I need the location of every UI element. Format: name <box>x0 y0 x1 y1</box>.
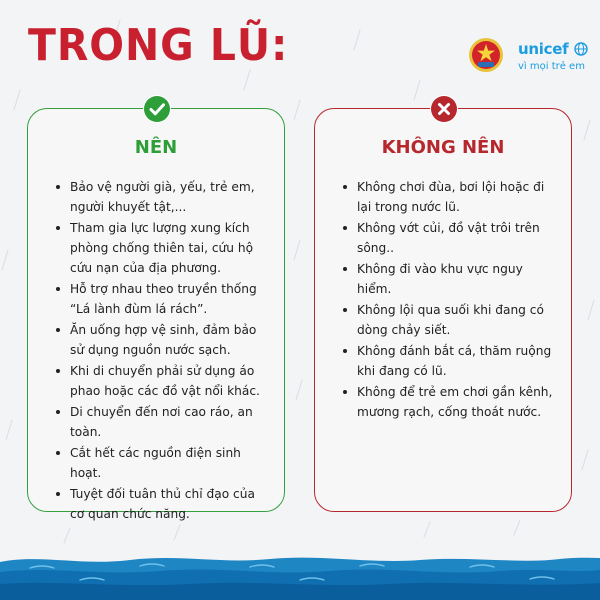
list-item: Di chuyển đến nơi cao ráo, an toàn. <box>70 402 272 442</box>
list-item: Không chơi đùa, bơi lội hoặc đi lại trong nước lũ. <box>357 177 559 217</box>
list-item: Không lội qua suối khi đang có dòng chảy siết. <box>357 300 559 340</box>
do-heading: NÊN <box>134 137 178 158</box>
unicef-globe-icon <box>574 42 588 56</box>
do-card <box>27 108 285 521</box>
page-title: TRONG LŨ: <box>28 20 289 71</box>
list-item: Hỗ trợ nhau theo truyền thống “Lá lành đùm lá rách”. <box>70 279 272 319</box>
do-badge <box>143 95 171 123</box>
list-item: Bảo vệ người già, yếu, trẻ em, người khuyết tật,... <box>70 177 272 217</box>
list-item: Không vớt củi, đồ vật trôi trên sông.. <box>357 218 559 258</box>
check-icon <box>143 95 171 123</box>
dont-badge <box>430 95 458 123</box>
dont-heading: KHÔNG NÊN <box>381 137 505 158</box>
list-item: Ăn uống hợp vệ sinh, đảm bảo sử dụng nguồn nước sạch. <box>70 320 272 360</box>
list-item: Không đi vào khu vực nguy hiểm. <box>357 259 559 299</box>
list-item: Tuyệt đối tuân thủ chỉ đạo của cơ quan chức năng. <box>70 484 272 524</box>
list-item: Khi di chuyển phải sử dụng áo phao hoặc các đồ vật nổi khác. <box>70 361 272 401</box>
cross-icon <box>430 95 458 123</box>
unicef-wordmark: unicef <box>518 39 569 58</box>
list-item: Tham gia lực lượng xung kích phòng chống thiên tai, cứu hộ cứu nạn của địa phương. <box>70 218 272 278</box>
do-list <box>28 177 284 525</box>
government-emblem-icon <box>468 37 504 73</box>
unicef-logo <box>518 38 588 72</box>
unicef-tagline: vì mọi trẻ em <box>518 60 585 72</box>
dont-card <box>314 108 572 512</box>
dont-list <box>315 177 571 423</box>
flood-water-decoration <box>0 540 600 600</box>
list-item: Cắt hết các nguồn điện sinh hoạt. <box>70 443 272 483</box>
list-item: Không đánh bắt cá, thăm ruộng khi đang có lũ. <box>357 341 559 381</box>
list-item: Không để trẻ em chơi gần kênh, mương rạch, cống thoát nước. <box>357 382 559 422</box>
